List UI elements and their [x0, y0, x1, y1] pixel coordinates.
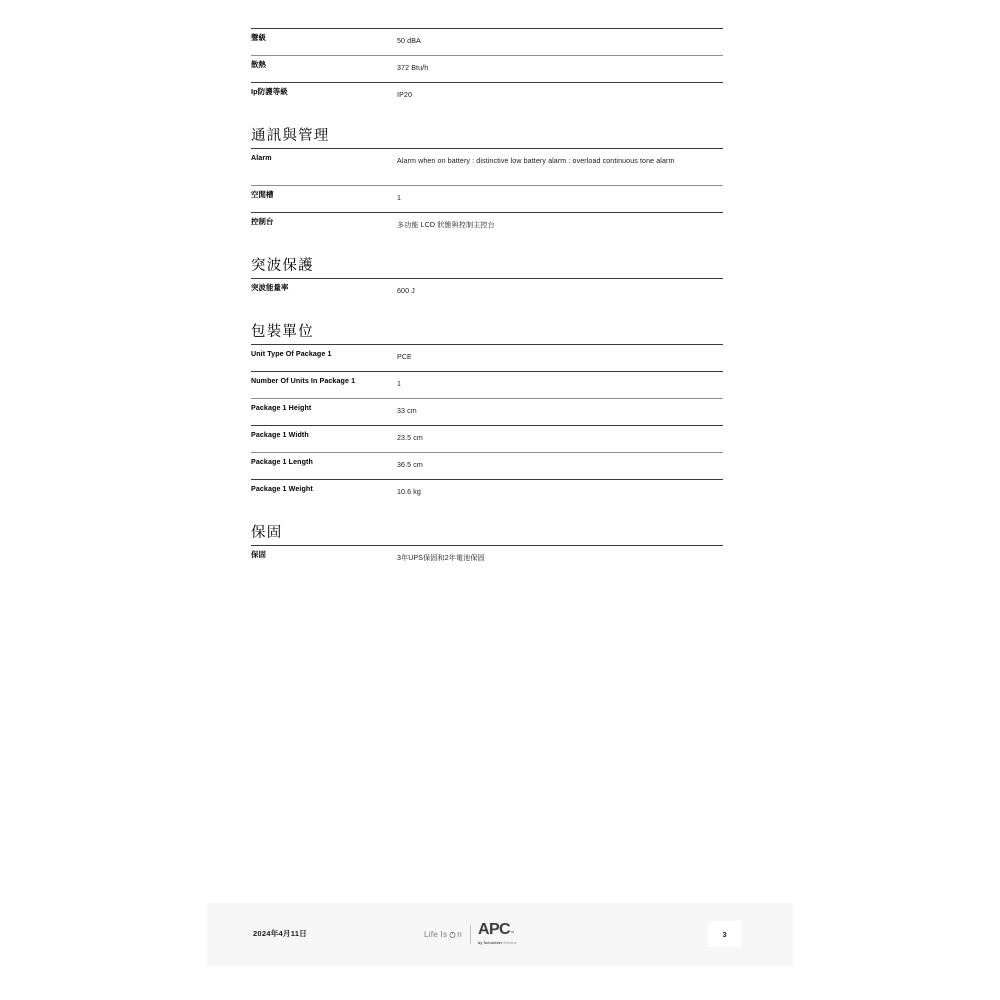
spec-label: Package 1 Length	[251, 458, 313, 466]
spec-value: 33 cm	[397, 407, 417, 415]
spec-value: 1	[397, 380, 402, 388]
spec-value: 372 Btu/h	[397, 64, 429, 72]
top-spacer	[251, 0, 723, 28]
spec-row	[251, 398, 723, 425]
spec-label: Package 1 Weight	[251, 485, 313, 493]
footer-brand-logo	[424, 921, 517, 947]
apc-byline	[478, 941, 517, 946]
spec-label: Number Of Units In Package 1	[251, 377, 356, 385]
section-spacer	[251, 305, 723, 322]
spec-row	[251, 452, 723, 479]
tagline-text-end: n	[457, 929, 463, 939]
spec-row	[251, 148, 723, 185]
spec-label: 聲級	[251, 33, 266, 42]
spec-value: Alarm when on battery : distinctive low battery alarm : overload continuous tone alarm	[397, 157, 675, 165]
life-is-on-tagline	[424, 930, 462, 939]
apc-wordmark-text: APC	[478, 920, 510, 938]
trademark-icon: ™	[510, 929, 514, 935]
spec-value: 3年UPS保固和2年電池保固	[397, 554, 485, 562]
spec-row	[251, 278, 723, 305]
spec-label: 散熱	[251, 60, 266, 69]
spec-row	[251, 185, 723, 212]
spec-label: Alarm	[251, 154, 272, 162]
spec-value: 1	[397, 194, 402, 202]
spec-row	[251, 371, 723, 398]
spec-section-physical-continued	[251, 0, 723, 109]
spec-label: 突波能量率	[251, 283, 289, 292]
spec-value: IP20	[397, 91, 412, 99]
spec-section-surge-protection	[251, 239, 723, 305]
spec-row	[251, 28, 723, 55]
apc-wordmark	[478, 922, 514, 940]
spec-label: 保固	[251, 550, 266, 559]
section-spacer	[251, 239, 723, 256]
section-heading: 包裝單位	[251, 324, 314, 340]
spec-section-communications-management	[251, 109, 723, 239]
spec-value: 23.5 cm	[397, 434, 423, 442]
spec-row	[251, 425, 723, 452]
spec-section-warranty	[251, 506, 723, 572]
spec-section-packaging-units	[251, 305, 723, 506]
section-heading: 保固	[251, 525, 283, 541]
spec-label: Package 1 Width	[251, 431, 309, 439]
apc-byline-prefix: by Schneider	[478, 941, 503, 946]
spec-value: PCE	[397, 353, 412, 361]
specification-content	[251, 0, 723, 572]
spec-row	[251, 212, 723, 239]
apc-byline-suffix: Electric	[503, 941, 517, 946]
spec-label: 空閒槽	[251, 190, 274, 199]
spec-row	[251, 479, 723, 506]
footer-date: 2024年4月11日	[253, 929, 307, 938]
spec-label: Package 1 Height	[251, 404, 312, 412]
spec-value: 多功能 LCD 狀態與控制主控台	[397, 221, 495, 229]
spec-row	[251, 545, 723, 572]
power-symbol-icon	[449, 931, 456, 938]
page-number: 3	[708, 921, 741, 947]
spec-row	[251, 344, 723, 371]
spec-row	[251, 55, 723, 82]
spec-label: 控制台	[251, 217, 274, 226]
spec-row	[251, 82, 723, 109]
section-heading: 突波保護	[251, 258, 314, 274]
spec-value: 36.5 cm	[397, 461, 423, 469]
tagline-text-start: Life Is	[424, 929, 448, 939]
spec-value: 10.6 kg	[397, 488, 421, 496]
section-spacer	[251, 109, 723, 126]
spec-label: Ip防護等級	[251, 87, 288, 96]
section-heading: 通訊與管理	[251, 128, 330, 144]
spec-label: Unit Type Of Package 1	[251, 350, 332, 358]
section-spacer	[251, 506, 723, 523]
apc-logo	[478, 922, 517, 947]
spec-value: 600 J	[397, 287, 415, 295]
logo-divider	[470, 925, 471, 944]
spec-value: 50 dBA	[397, 37, 421, 45]
